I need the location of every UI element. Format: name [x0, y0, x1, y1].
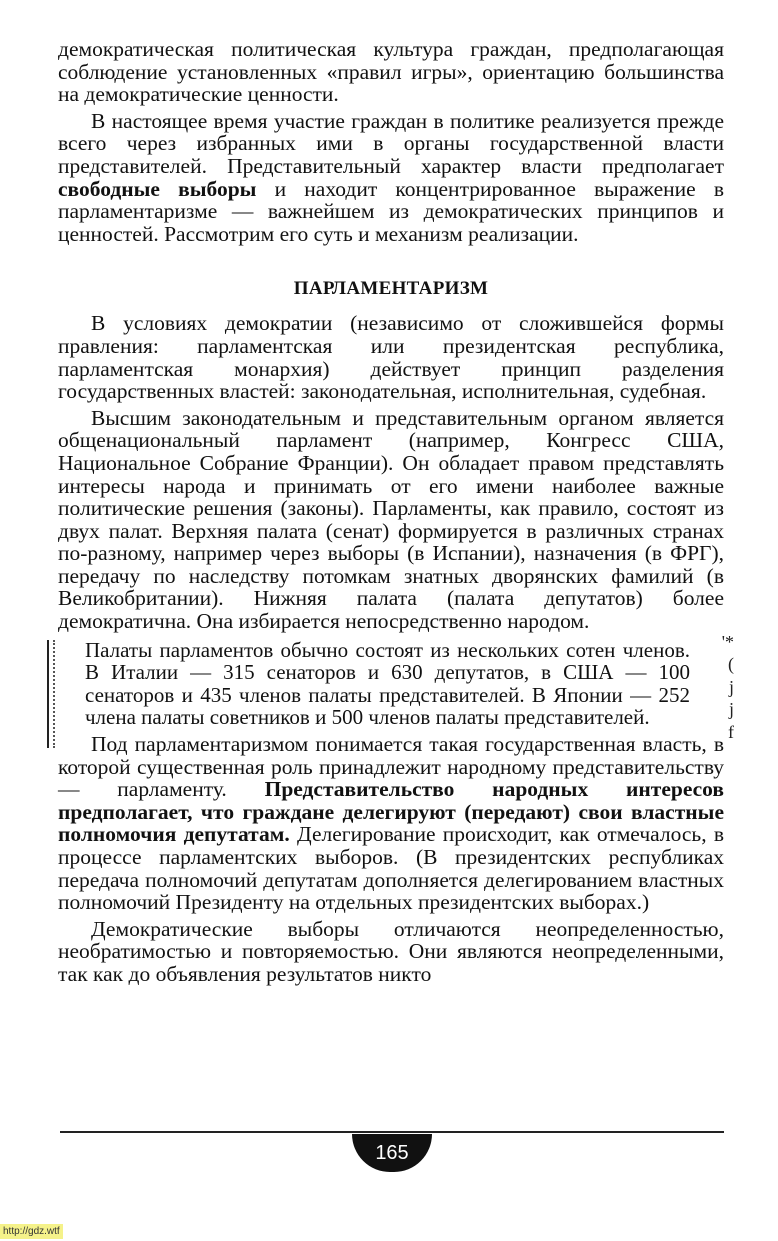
paragraph: Высшим законодательным и представительным органом является общенациональный парламент (например, Конгресс США, Национальное Собрание Франции). Он обладает правом представлять интересы народа и принимать от его имени наиболее важные политические решения (законы). Парламенты, как правило, состоят из двух палат. Верхняя палата (сенат) формируется в различных странах по-разному, например через выборы (в Испании), назначения (в ФРГ), передачу по наследству потомкам знатных дворянских фамилий (в Великобритании). Нижняя палата (палата депутатов) более демократична. Она избирается непосредственно народом.	[58, 405, 724, 634]
text-run: Делегирование происходит, как отмечалось, в процессе парламентских выборов. (В президентских республиках передача полномочий депутатам дополняется делегированием властных полномочий Президенту на отдельных президентских выборах.)	[58, 822, 724, 915]
margin-marks	[716, 631, 734, 744]
text-run: Под парламентаризмом понимается такая государственная власть, в которой существенная роль принадлежит народному представительству — парламенту.	[58, 732, 724, 802]
margin-mark: f	[728, 721, 734, 742]
source-link[interactable]: http://gdz.wtf	[0, 1224, 63, 1239]
note-text: Палаты парламентов обычно состоят из нескольких сотен членов. В Италии — 315 сенаторов и 630 депутатов, в США — 100 сенаторов и 435 членов палаты представителей. В Японии — 252 члена палаты советников и 500 членов палаты представителей.	[85, 637, 690, 730]
page-body	[58, 37, 734, 986]
section-heading: ПАРЛАМЕНТАРИЗМ	[293, 278, 489, 300]
paragraph	[58, 733, 724, 914]
margin-mark: '*	[721, 631, 734, 652]
bold-term: свободные выборы	[58, 176, 257, 201]
page-number: 165	[352, 1134, 432, 1172]
bold-statement: Представительство народных интересов предполагает, что граждане делегируют (передают) свои властные полномочия депутатам.	[58, 777, 724, 847]
margin-mark: j	[728, 699, 734, 720]
paragraph: Демократические выборы отличаются неопределенностью, необратимостью и повторяемостью. Они являются неопределенными, так как до объявления результатов никто	[58, 916, 724, 986]
text-run: и находит концентрированное выражение в парламентаризме — важнейшем из демократических принципов и ценностей. Рассмотрим его суть и механизм реализации.	[58, 176, 724, 246]
paragraph: демократическая политическая культура граждан, предполагающая соблюдение установленных «правил игры», ориентацию большинства на демократические ценности.	[58, 37, 724, 107]
text-run: В настоящее время участие граждан в политике реализуется прежде всего через избранных ими в органы государственной власти представителей. Представительный характер власти предполагает	[58, 108, 724, 178]
footer-rule	[60, 1131, 724, 1133]
margin-mark: (	[728, 654, 734, 675]
paragraph	[58, 110, 724, 246]
margin-mark: j	[728, 676, 734, 697]
margin-bar	[47, 640, 55, 748]
paragraph: В условиях демократии (независимо от сложившейся формы правления: парламентская или президентская республика, парламентская монархия) действует принцип разделения государственных властей: законодательная, исполнительная, судебная.	[58, 311, 724, 404]
boxed-note	[58, 631, 734, 742]
